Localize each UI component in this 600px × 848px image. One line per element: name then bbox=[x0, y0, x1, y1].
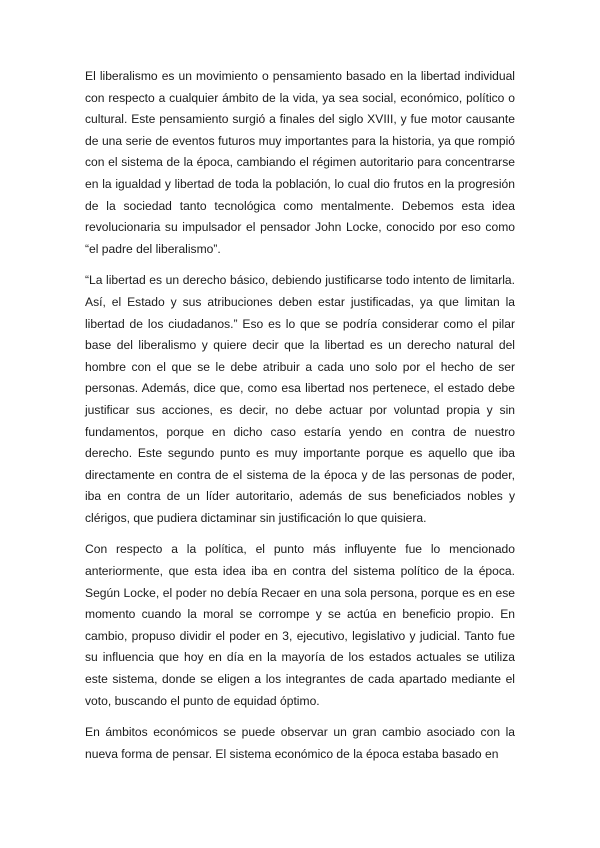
document-body bbox=[85, 66, 515, 775]
paragraph-economia: En ámbitos económicos se puede observar un gran cambio asociado con la nueva forma de pensar. El sistema económico de la época estaba basado en bbox=[85, 725, 515, 761]
paragraph-politica: Con respecto a la política, el punto más influyente fue lo mencionado anteriormente, que esta idea iba en contra del sistema político de la época. Según Locke, el poder no debía Recaer en una sola persona, porque es en ese momento cuando la moral se corrompe y se actúa en beneficio propio. En cambio, propuso dividir el poder en 3, ejecutivo, legislativo y judicial. Tanto fue su influencia que hoy en día en la mayoría de los estados actuales se utiliza este sistema, donde se eligen a los integrantes de cada apartado mediante el voto, buscando el punto de equidad óptimo. bbox=[85, 542, 515, 708]
paragraph-liberalismo-intro: El liberalismo es un movimiento o pensamiento basado en la libertad individual con respecto a cualquier ámbito de la vida, ya sea social, económico, político o cultural. Este pensamiento surgió a finales del siglo XVIII, y fue motor causante de una serie de eventos futuros muy importantes para la historia, ya que rompió con el sistema de la época, cambiando el régimen autoritario para concentrarse en la igualdad y libertad de toda la población, lo cual dio frutos en la progresión de la sociedad tanto tecnológica como mentalmente. Debemos esta idea revolucionaria su impulsador el pensador John Locke, conocido por eso como “el padre del liberalismo”. bbox=[85, 69, 515, 256]
paragraph-libertad-derecho: “La libertad es un derecho básico, debiendo justificarse todo intento de limitarla. Así, el Estado y sus atribuciones deben estar justificadas, ya que limitan la libertad de los ciudadanos.” Eso es lo que se podría considerar como el pilar base del liberalismo y quiere decir que la libertad es un derecho natural del hombre con el que se le debe atribuir a cada uno solo por el hecho de ser personas. Además, dice que, como esa libertad nos pertenece, el estado debe justificar sus acciones, es decir, no debe actuar por voluntad propia y sin fundamentos, porque en dicho caso estaría yendo en contra de nuestro derecho. Este segundo punto es muy importante porque es aquello que iba directamente en contra de el sistema de la época y de las personas de poder, iba en contra de un líder autoritario, además de sus beneficiados nobles y clérigos, que pudiera dictaminar sin justificación lo que quisiera. bbox=[85, 273, 515, 525]
